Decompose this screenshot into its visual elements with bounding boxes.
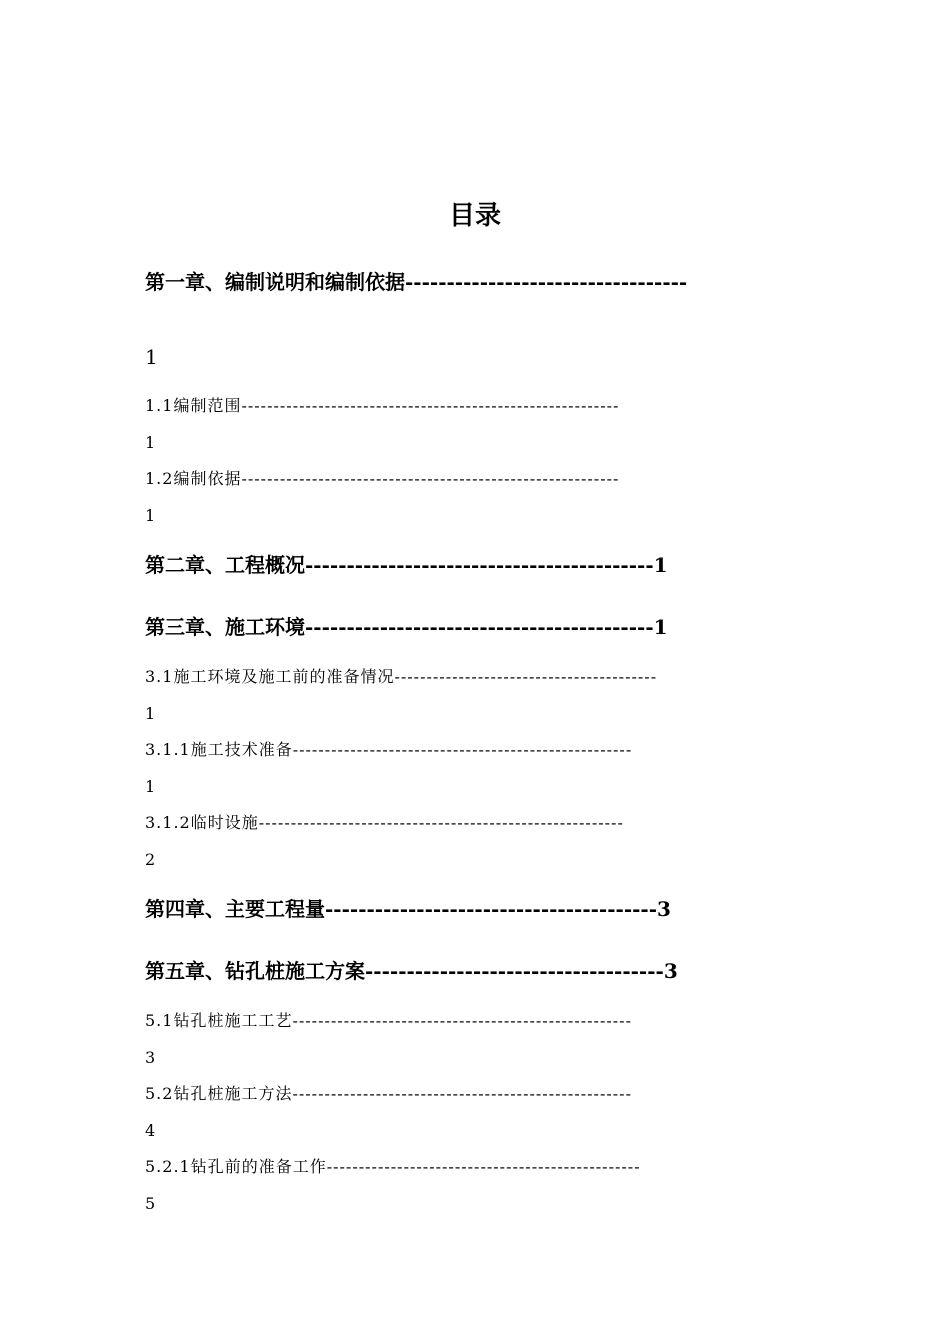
toc-entry-section-3-1-2[interactable]: 3.1.2临时设施--------------------------------------------------------- [145,813,624,832]
toc-page-number-section-3-1-1: 1 [145,777,156,796]
toc-entry-section-1-1[interactable]: 1.1编制范围----------------------------------------------------------- [145,396,620,415]
toc-page-number-section-3-1: 1 [145,704,156,723]
toc-entry-chapter-2[interactable]: 第二章、工程概况------------------------------------------1 [145,553,668,577]
page-title: 目录 [448,201,501,231]
toc-entry-chapter-5[interactable]: 第五章、钻孔桩施工方案------------------------------------3 [145,959,678,983]
toc-entry-section-1-2[interactable]: 1.2编制依据----------------------------------------------------------- [145,469,620,488]
toc-page-number-section-5-1: 3 [145,1048,156,1067]
toc-entry-section-3-1-1[interactable]: 3.1.1施工技术准备----------------------------------------------------- [145,740,633,759]
toc-page-number-section-5-2-1: 5 [145,1194,156,1213]
toc-page-number-section-1-1: 1 [145,433,156,452]
toc-entry-section-5-2[interactable]: 5.2钻孔桩施工方法----------------------------------------------------- [145,1084,632,1103]
toc-page-number-section-3-1-2: 2 [145,850,156,869]
toc-entry-chapter-3[interactable]: 第三章、施工环境------------------------------------------1 [145,615,668,639]
toc-entry-chapter-1[interactable]: 第一章、编制说明和编制依据---------------------------------- [145,270,688,294]
toc-entry-section-5-2-1[interactable]: 5.2.1钻孔前的准备工作------------------------------------------------- [145,1157,641,1176]
toc-entry-section-3-1[interactable]: 3.1施工环境及施工前的准备情况----------------------------------------- [145,667,658,686]
toc-entry-chapter-4[interactable]: 第四章、主要工程量----------------------------------------3 [145,897,671,921]
toc-entry-section-5-1[interactable]: 5.1钻孔桩施工工艺----------------------------------------------------- [145,1011,632,1030]
toc-page-number-chapter-1: 1 [145,345,158,369]
toc-page-number-section-1-2: 1 [145,506,156,525]
toc-page-number-section-5-2: 4 [145,1121,156,1140]
